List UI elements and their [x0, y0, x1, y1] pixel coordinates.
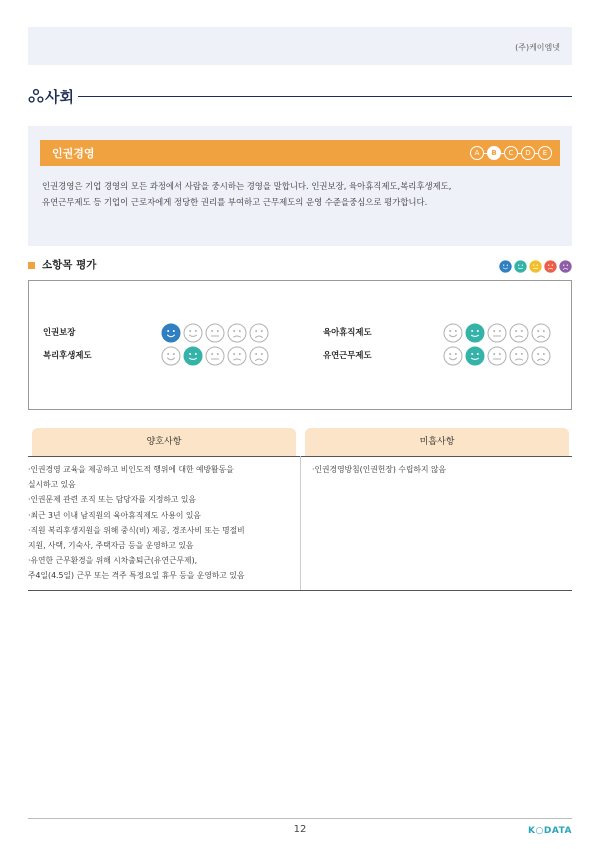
face-icon	[227, 323, 247, 343]
description-line: 유연근무제도 등 기업이 근로자에게 정당한 권리를 부여하고 근무제도의 운영 수준을중심으로 평가합니다.	[42, 197, 428, 207]
bad-cell	[312, 462, 568, 477]
face-rating	[443, 323, 551, 343]
sub-eval-title: 소항목 평가	[42, 259, 97, 271]
section-divider	[78, 96, 572, 97]
sub-eval-box	[28, 280, 572, 410]
good-header: 양호사항	[32, 428, 296, 456]
legend-face-icon	[559, 258, 572, 271]
good-line: ·직원 복리후생지원을 위해 중식(비) 제공, 경조사비 또는 명절비	[28, 525, 245, 535]
rights-title-bar	[40, 140, 560, 166]
face-icon-selected	[465, 323, 485, 343]
header-bar	[28, 27, 572, 65]
column-divider	[300, 456, 301, 590]
face-icon	[487, 346, 507, 366]
section-title: 사회	[45, 88, 74, 106]
grade-a-circle: A	[470, 146, 484, 160]
eval-label: 육아휴직제도	[323, 327, 372, 337]
bad-line: ·인권경영방침(인권헌장) 수립하지 않음	[312, 465, 447, 474]
legend-face-icon	[514, 258, 527, 271]
bad-header: 미흡사항	[305, 428, 569, 456]
company-name: (주)케이엠넷	[515, 43, 560, 52]
grade-e-circle: E	[538, 146, 552, 160]
legend-face-icon	[529, 258, 542, 271]
grade-b-circle: B	[487, 146, 501, 160]
face-icon	[443, 323, 463, 343]
grade-c-circle: C	[504, 146, 518, 160]
eval-label: 유연근무제도	[323, 350, 372, 360]
face-icon-selected	[183, 346, 203, 366]
good-line: 실시하고 있음	[28, 480, 76, 490]
face-icon	[509, 323, 529, 343]
sub-eval-header	[28, 257, 572, 273]
good-line: ·인권경영 교육을 제공하고 비인도적 행위에 대한 예방활동을	[28, 465, 234, 474]
face-icon	[443, 346, 463, 366]
grade-scale	[470, 146, 552, 160]
footer-divider	[28, 818, 572, 819]
face-icon	[531, 346, 551, 366]
eval-label: 인권보장	[43, 327, 76, 337]
grade-d-circle: D	[521, 146, 535, 160]
face-rating	[161, 323, 269, 343]
brand-logo: K○DATA	[528, 826, 572, 836]
face-icon-selected	[161, 323, 181, 343]
description-line: 인권경영은 기업 경영의 모든 과정에서 사람을 중시하는 경영을 말합니다. 인권보장, 육아휴직제도,복리후생제도,	[42, 181, 452, 191]
face-icon	[205, 323, 225, 343]
page-number: 12	[293, 824, 307, 835]
good-line: ·최근 3년 이내 남직원의 육아휴직제도 사용이 있음	[28, 510, 201, 520]
good-line: 주4일(4.5일) 근무 또는 격주 특정요일 휴무 등을 운영하고 있음	[28, 571, 245, 581]
table-bottom-rule	[28, 590, 572, 591]
face-rating	[161, 346, 269, 366]
face-icon	[531, 323, 551, 343]
bullet-square	[28, 262, 35, 269]
face-icon	[249, 323, 269, 343]
rights-title: 인권경영	[52, 147, 95, 160]
section-header	[28, 86, 572, 108]
rating-legend	[499, 258, 572, 271]
legend-face-icon	[544, 258, 557, 271]
good-line: 지원, 사택, 기숙사, 주택자금 등을 운영하고 있음	[28, 541, 194, 551]
good-line: ·유연한 근무환경을 위해 시차출퇴근(유연근무제),	[28, 556, 198, 566]
face-icon-selected	[465, 346, 485, 366]
face-rating	[443, 346, 551, 366]
rights-description	[42, 178, 560, 210]
good-line: ·인권문제 관련 조직 또는 담당자를 지정하고 있음	[28, 495, 196, 505]
people-icon	[28, 88, 44, 104]
face-icon	[183, 323, 203, 343]
face-icon	[249, 346, 269, 366]
rights-box	[28, 126, 572, 246]
face-icon	[509, 346, 529, 366]
good-cell	[28, 462, 296, 584]
eval-label: 복리후생제도	[43, 350, 92, 360]
legend-face-icon	[499, 258, 512, 271]
face-icon	[487, 323, 507, 343]
face-icon	[205, 346, 225, 366]
face-icon	[161, 346, 181, 366]
face-icon	[227, 346, 247, 366]
